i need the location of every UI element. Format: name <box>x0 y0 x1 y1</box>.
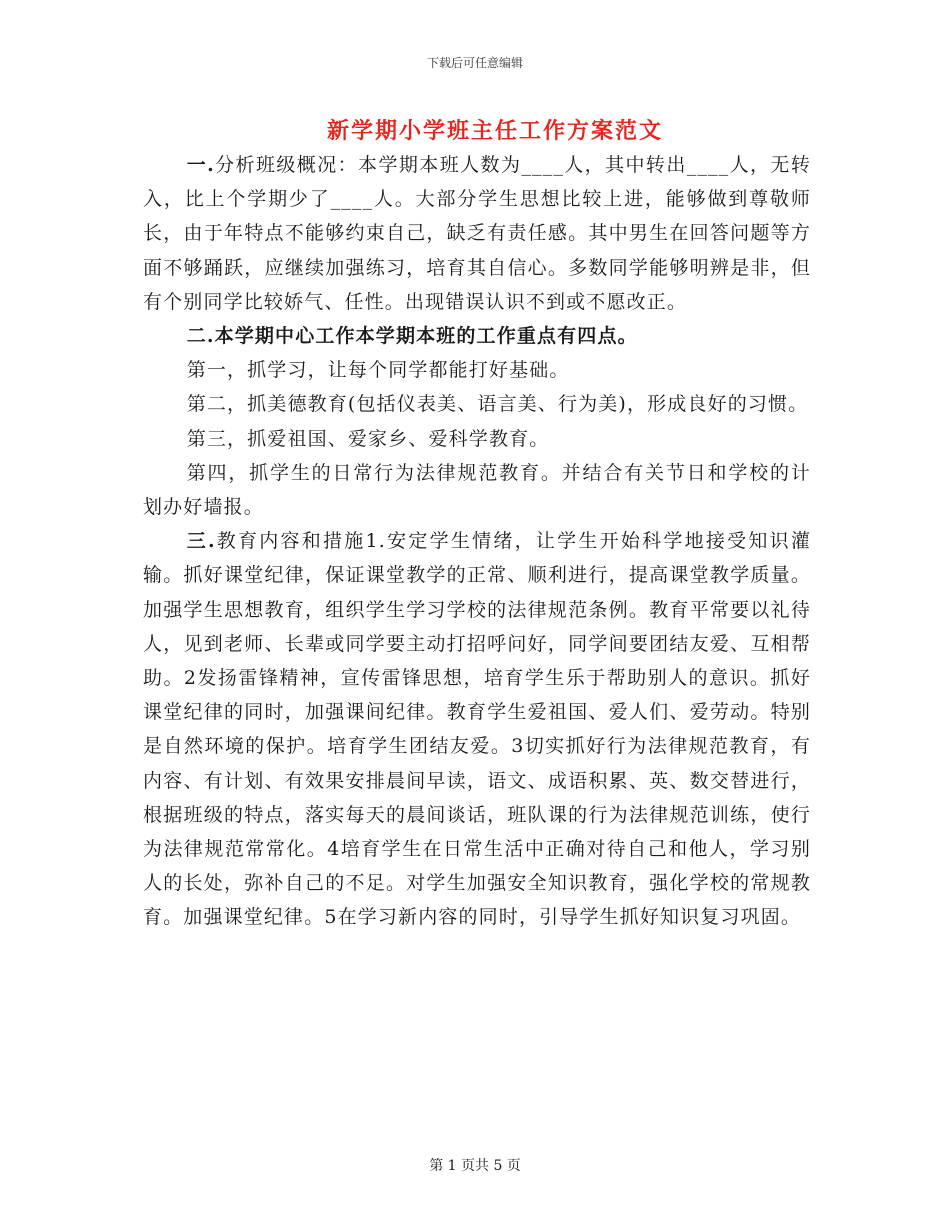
section-1-heading: 一. <box>186 154 215 176</box>
section-3-paragraph <box>143 524 811 934</box>
page-footer: 第 1 页共 5 页 <box>429 1158 521 1174</box>
section-2-paragraph <box>143 319 811 353</box>
section-2-heading: 二.本学期中心工作本学期本班的工作重点有四点。 <box>186 325 638 348</box>
section-1-text: 分析班级概况：本学期本班人数为____人，其中转出____人，无转入，比上个学期少了____人。大部分学生思想比较上进，能够做到尊敬师长，由于年特点不能够约束自己，缺乏有责任感。其中男生在回答问题等方面不够踊跃，应继续加强练习，培育其自信心。多数同学能够明辨是非，但有个别同学比较娇气、任性。出现错误认识不到或不愿改正。 <box>143 154 811 313</box>
point-4-paragraph: 第四，抓学生的日常行为法律规范教育。并结合有关节日和学校的计划办好墙报。 <box>143 461 811 519</box>
point-3-paragraph: 第三，抓爱祖国、爱家乡、爱科学教育。 <box>186 427 550 450</box>
section-3-heading: 三. <box>186 530 216 553</box>
point-1-paragraph: 第一，抓学习，让每个同学都能打好基础。 <box>186 359 570 382</box>
document-title: 新学期小学班主任工作方案范文 <box>326 118 663 144</box>
header-note: 下载后可任意编辑 <box>426 56 523 70</box>
document-body <box>143 148 811 935</box>
section-3-text: 教育内容和措施1.安定学生情绪，让学生开始科学地接受知识灌输。抓好课堂纪律，保证课堂教学的正常、顺利进行，提高课堂教学质量。加强学生思想教育，组织学生学习学校的法律规范条例。教育平常要以礼待人，见到老师、长辈或同学要主动打招呼问好，同学间要团结友爱、互相帮助。2发扬雷锋精神，宣传雷锋思想，培育学生乐于帮助别人的意识。抓好课堂纪律的同时，加强课间纪律。教育学生爱祖国、爱人们、爱劳动。特别是自然环境的保护。培育学生团结友爱。3切实抓好行为法律规范教育，有内容、有计划、有效果安排晨间早读，语文、成语积累、英、数交替进行，根据班级的特点，落实每天的晨间谈话，班队课的行为法律规范训练，使行为法律规范常常化。4培育学生在日常生活中正确对待自己和他人，学习别人的长处，弥补自己的不足。对学生加强安全知识教育，强化学校的常规教育。加强课堂纪律。5在学习新内容的同时，引导学生抓好知识复习巩固。 <box>143 530 811 929</box>
point-2-paragraph: 第二，抓美德教育(包括仪表美、语言美、行为美)，形成良好的习惯。 <box>186 393 809 416</box>
section-1-paragraph <box>143 148 811 319</box>
